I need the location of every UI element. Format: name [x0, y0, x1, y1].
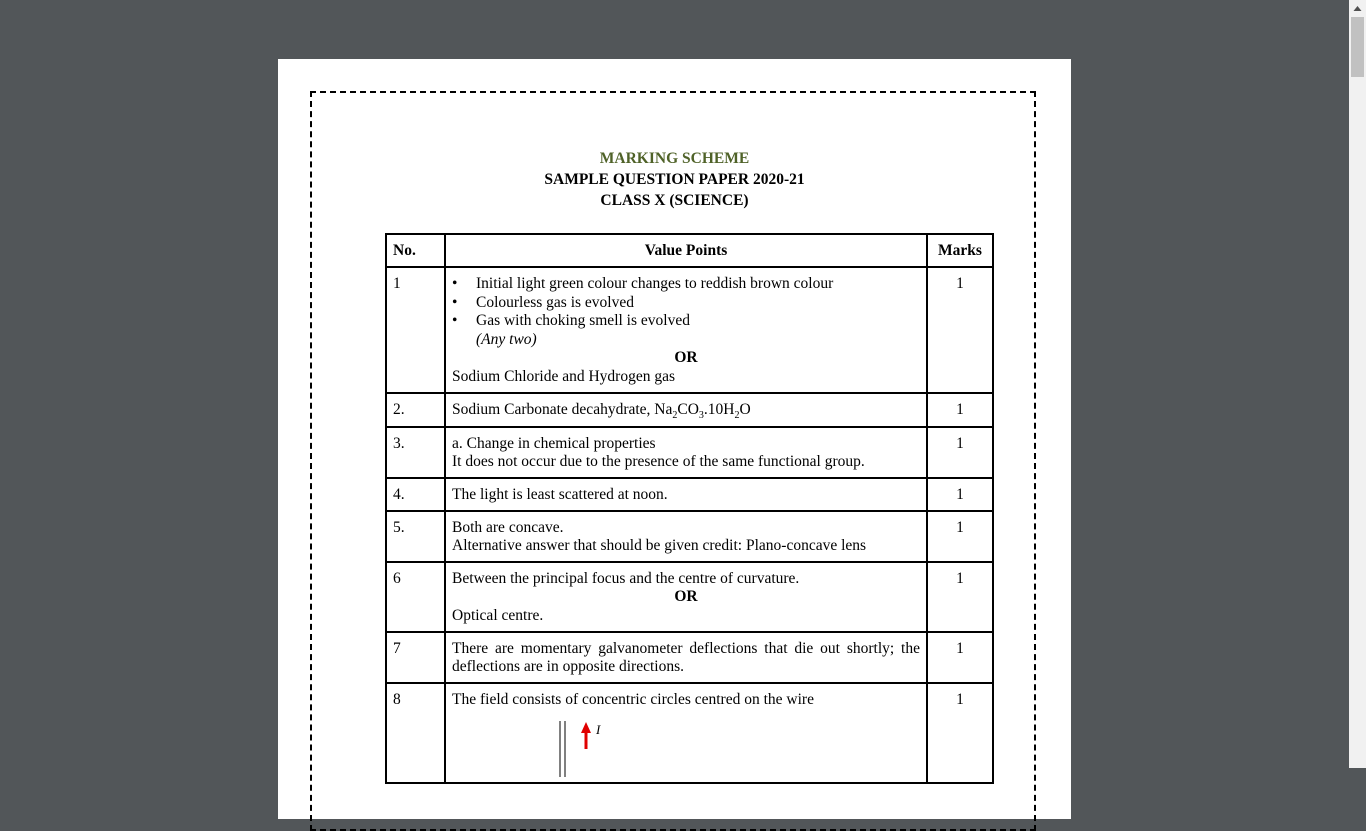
table-header-row	[386, 234, 993, 267]
field-diagram	[452, 709, 920, 769]
row-value: • Initial light green colour changes to reddish brown colour • Colourless gas is evolved • Gas with choking smell is evolved (Any two) OR Sodium Chloride and Hydrogen gas	[445, 267, 927, 393]
marking-table	[385, 233, 994, 784]
row-number: 2.	[386, 393, 445, 427]
table-row	[386, 478, 993, 511]
alt-answer: Sodium Chloride and Hydrogen gas	[452, 367, 676, 385]
title-sample-paper: SAMPLE QUESTION PAPER 2020-21	[544, 171, 805, 188]
table-row	[386, 632, 993, 683]
table-row	[386, 267, 993, 393]
row-number: 5.	[386, 511, 445, 562]
bullet-text: Gas with choking smell is evolved	[476, 312, 690, 329]
row-marks: 1	[927, 478, 993, 511]
row-value: There are momentary galvanometer deflections that die out shortly; the deflections are in opposite directions.	[445, 632, 927, 683]
document-page	[278, 59, 1071, 819]
table-row	[386, 511, 993, 562]
row-marks: 1	[927, 393, 993, 427]
row-marks: 1	[927, 427, 993, 478]
row-marks: 1	[927, 683, 993, 783]
row-number: 4.	[386, 478, 445, 511]
title-marking-scheme: MARKING SCHEME	[599, 150, 750, 167]
bullet-text: Colourless gas is evolved	[476, 293, 634, 311]
table-row	[386, 427, 993, 478]
or-label: OR	[674, 349, 698, 366]
row-marks: 1	[927, 267, 993, 393]
row-marks: 1	[927, 511, 993, 562]
row-value: a. Change in chemical properties It does not occur due to the presence of the same functional group.	[445, 427, 927, 478]
row-number: 8	[386, 683, 445, 783]
row-value: The light is least scattered at noon.	[445, 478, 927, 511]
title-class: CLASS X (SCIENCE)	[600, 192, 749, 209]
row-value: Sodium Carbonate decahydrate, $Na_2CO_3.10H_2O$	[445, 393, 927, 427]
row-value: Both are concave. Alternative answer that should be given credit: Plano-concave lens	[445, 511, 927, 562]
row-number: 1	[386, 267, 445, 393]
bullet-text: Initial light green colour changes to reddish brown colour	[476, 275, 834, 292]
col-value-points: Value Points	[445, 234, 927, 267]
col-marks: Marks	[927, 234, 993, 267]
col-no: No.	[386, 234, 445, 267]
table-row	[386, 562, 993, 632]
row-number: 6	[386, 562, 445, 632]
vertical-scrollbar[interactable]	[1349, 0, 1366, 768]
row-marks: 1	[927, 632, 993, 683]
table-row	[386, 393, 993, 427]
any-two-note: (Any two)	[476, 330, 537, 348]
scroll-up-icon[interactable]	[1349, 0, 1366, 17]
row-marks: 1	[927, 562, 993, 632]
scroll-thumb[interactable]	[1351, 17, 1364, 77]
row-value: Between the principal focus and the centre of curvature. OR Optical centre.	[445, 562, 927, 632]
row-number: 3.	[386, 427, 445, 478]
row-value: The field consists of concentric circles centred on the wire I	[445, 683, 927, 783]
current-label: I	[596, 722, 601, 738]
row-number: 7	[386, 632, 445, 683]
header	[278, 148, 1071, 211]
